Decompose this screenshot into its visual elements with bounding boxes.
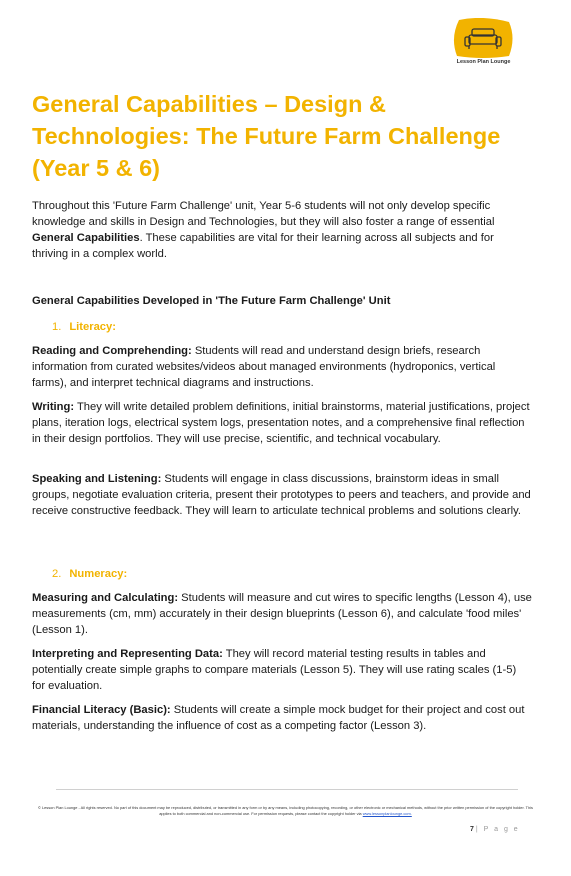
capability-number: 1. <box>52 321 62 333</box>
capability-name: Literacy: <box>69 321 116 333</box>
page-label: | P a g e <box>475 826 520 833</box>
intro-text-after: . These capabilities are vital for their learning across all subjects and for thriving in a complex world. <box>32 232 494 260</box>
capability-heading-numeracy <box>52 568 127 580</box>
item-text: Students will measure and cut wires to specific lengths (Lesson 4), use measurements (cm, mm) accurately in their design blueprints (Lesson 6), and calculate 'food miles' (Lesson 1). <box>32 592 532 636</box>
numeracy-financial-paragraph <box>32 702 532 734</box>
footer-website-link[interactable]: www.lessonplanlounge.com. <box>362 811 412 816</box>
footer-copyright <box>32 805 539 817</box>
numeracy-measuring-paragraph <box>32 590 532 638</box>
intro-text-before: Throughout this 'Future Farm Challenge' unit, Year 5-6 students will not only develop specific knowledge and skills in Design and Technologies, but they will also foster a range of essential <box>32 200 495 228</box>
item-text: Students will create a simple mock budget for their project and cost out materials, understanding the influence of cost as a competing factor (Lesson 3). <box>32 704 525 732</box>
literacy-speaking-paragraph <box>32 471 532 519</box>
item-text: Students will read and understand design briefs, research information from curated websites/videos about managed environments (hydroponics, vertical farms), and interpret technical diagrams and instructions. <box>32 345 496 389</box>
capability-number: 2. <box>52 568 62 580</box>
intro-paragraph <box>32 198 532 262</box>
page-title: General Capabilities – Design & Technologies: The Future Farm Challenge (Year 5 & 6) <box>32 91 501 181</box>
lesson-plan-lounge-logo <box>446 18 521 68</box>
literacy-writing-paragraph <box>32 399 532 447</box>
capability-heading-literacy <box>52 321 116 333</box>
numeracy-data-paragraph <box>32 646 532 694</box>
literacy-reading-paragraph <box>32 343 532 391</box>
footer-divider <box>56 789 518 790</box>
item-label: Measuring and Calculating: <box>32 592 179 604</box>
item-label: Financial Literacy (Basic): <box>32 704 171 716</box>
item-text: Students will engage in class discussions, brainstorm ideas in small groups, negotiate evaluation criteria, present their prototypes to peers and teachers, and provide and receive constructive feedback. They will learn to articulate technical problems and solutions clearly. <box>32 473 531 517</box>
item-label: Speaking and Listening: <box>32 473 162 485</box>
intro-text-bold: General Capabilities <box>32 232 140 244</box>
page-number-value: 7 <box>470 826 474 833</box>
item-label: Reading and Comprehending: <box>32 345 192 357</box>
page-number <box>470 826 520 833</box>
footer-copyright-text: © Lesson Plan Lounge - All rights reserved. No part of this document may be reproduced, distributed, or transmitted in any form or by any means, including photocopying, recording, or other electronic or mechanical methods, without the prior written permission of the copyright holder. This applies to both commercial and non-commercial use. For permission requests, please contact the copyright holder via <box>38 805 533 816</box>
item-text: They will record material testing results in tables and potentially create simple graphs to compare materials (Lesson 5). They will use rating scales (1-5) for evaluation. <box>32 648 517 692</box>
item-label: Interpreting and Representing Data: <box>32 648 223 660</box>
capability-name: Numeracy: <box>69 568 128 580</box>
item-text: They will write detailed problem definitions, initial brainstorms, material justifications, project plans, iteration logs, electrical system logs, presentation notes, and a comprehensive final reflection in their design portfolios. They will use precise, scientific, and technical vocabulary. <box>32 401 530 445</box>
logo-text: Lesson Plan Lounge <box>456 59 511 65</box>
sofa-logo-icon <box>451 18 515 58</box>
section-heading: General Capabilities Developed in 'The Future Farm Challenge' Unit <box>32 295 391 307</box>
item-label: Writing: <box>32 401 75 413</box>
